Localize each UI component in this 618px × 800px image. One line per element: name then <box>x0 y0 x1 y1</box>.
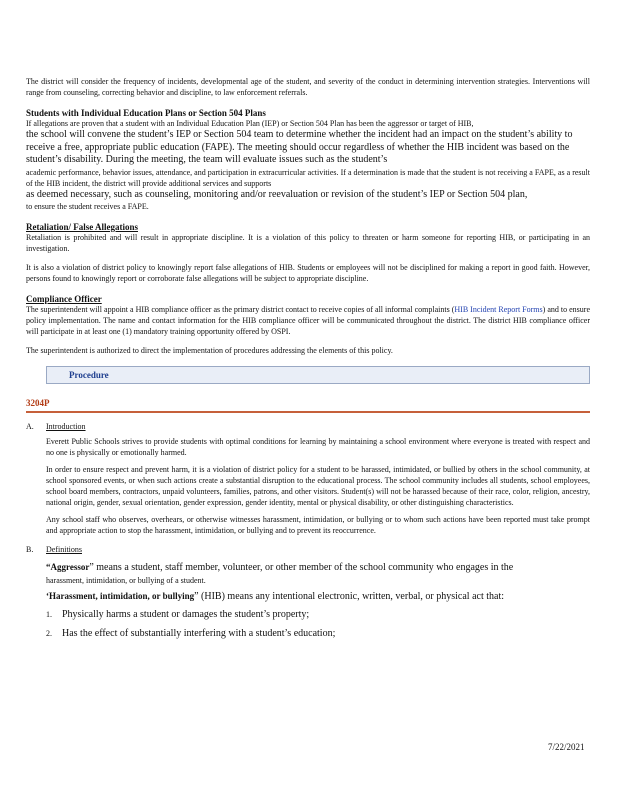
hib-text: ” (HIB) means any intentional electronic, written, verbal, or physical act that: <box>194 590 504 602</box>
footer-date: 7/22/2021 <box>548 742 585 752</box>
item-1-text: Physically harms a student or damages the student’s property; <box>62 609 310 620</box>
aggressor-term: “Aggressor <box>46 562 90 572</box>
procedure-label: Procedure <box>69 370 109 380</box>
compliance-text-b: ) and to ensure policy implementation. The name and contact information for the HIB compliance officer will be communicated throughout the district. The district HIB compliance officer will participate in at least one (1) mandatory training opportunity offered by OSPI. <box>26 305 590 336</box>
section-a-para2: In order to ensure respect and prevent harm, it is a violation of district policy for a student to be harassed, intimidated, or bullied by others in the school community, at school sponsored events, or when such actions create a substantial disruption to the educational process. The school community includes all students, school employees, school board members, contractors, unpaid volunteers, families, patrons, and other visitors. Student(s) will not be harassed because of their race, color, religion, ancestry, national origin, gender, sexual orientation, gender expression, gender identity, mental or physical disability, or other distinguishing characteristics. <box>46 465 590 507</box>
students-504-text-small: academic performance, behavior issues, attendance, and participation in extracurricular activities. If a determination is made that the student is not receiving a FAPE, as a result of the HIB incident, the district will provide additional services and supports <box>26 167 590 188</box>
procedure-code: 3204P <box>26 398 50 408</box>
section-b <box>26 544 590 561</box>
compliance-para1 <box>26 304 590 337</box>
hib-incident-report-forms-link[interactable]: HIB Incident Report Forms <box>454 305 543 314</box>
hib-definition <box>46 590 590 604</box>
compliance-text-a: The superintendent will appoint a HIB compliance officer as the primary district contact to receive copies of all informal complaints ( <box>26 305 455 314</box>
section-a-para3: Any school staff who observes, overhears, or otherwise witnesses harassment, intimidation, or bullying or to whom such actions have been reported must take prompt and appropriate action to stop the harassment, intimidation, or bullying and to prevent its reoccurrence. <box>46 515 590 535</box>
procedure-banner <box>46 366 590 384</box>
students-504-heading: Students with Individual Education Plans or Section 504 Plans <box>26 108 266 118</box>
hib-term: ‘Harassment, intimidation, or bullying <box>46 590 195 601</box>
definition-item-1 <box>46 609 590 622</box>
section-divider <box>26 411 590 413</box>
retaliation-para2: It is also a violation of district policy to knowingly report false allegations of HIB. Students or employees will not be disciplined for making a report in good faith. However, persons found to knowingly report or corroborate false allegations will be subject to appropriate discipline. <box>26 263 590 283</box>
section-a-body <box>46 436 590 536</box>
aggressor-definition <box>46 561 590 575</box>
aggressor-small: harassment, intimidation, or bullying of a student. <box>46 575 206 585</box>
section-a-heading: Introduction <box>46 422 86 431</box>
document-page <box>26 76 590 640</box>
aggressor-text: ” means a student, staff member, volunteer, or other member of the school community who engages in the <box>89 562 514 573</box>
item-2-text: Has the effect of substantially interfering with a student’s education; <box>62 627 336 639</box>
students-504-section <box>26 108 590 212</box>
retaliation-section <box>26 222 590 284</box>
students-504-line1: If allegations are proven that a student with an Individual Education Plan (IEP) or Section 504 Plan has been the aggressor or target of HIB, <box>26 119 474 128</box>
definition-item-2 <box>46 628 590 641</box>
students-504-text2: as deemed necessary, such as counseling, monitoring and/or reevaluation or revision of the student’s IEP or Section 504 plan, <box>26 188 528 200</box>
item-1-number: 1. <box>46 610 52 619</box>
section-b-marker: B. <box>26 545 34 554</box>
retaliation-para1: Retaliation is prohibited and will result in appropriate discipline. It is a violation of this policy to threaten or harm someone for reporting HIB, or participating in an investigation. <box>26 233 590 253</box>
section-b-body <box>46 561 590 603</box>
item-2-number: 2. <box>46 628 52 638</box>
intervention-paragraph: The district will consider the frequency of incidents, developmental age of the student, and severity of the conduct in determining intervention strategies. Interventions will range from counseling, correcting behavior and discipline, to law enforcement referrals. <box>26 77 590 97</box>
section-a <box>26 421 590 436</box>
compliance-heading: Compliance Officer <box>26 294 102 304</box>
compliance-section <box>26 294 590 356</box>
section-b-heading: Definitions <box>46 545 82 554</box>
students-504-text: the school will convene the student’s IEP or Section 504 team to determine whether the incident had an impact on the student’s ability to receive a free, appropriate public education (FAPE). The meeting should occur regardless of whether the HIB incident was based on the student’s disability. During the meeting, the team will evaluate issues such as the student’s <box>26 129 573 165</box>
section-a-para1: Everett Public Schools strives to provide students with optimal conditions for learning by maintaining a school environment where everyone is treated with respect and no one is physically or emotionally harmed. <box>46 437 590 457</box>
students-504-text-small2: to ensure the student receives a FAPE. <box>26 202 149 211</box>
compliance-para2: The superintendent is authorized to direct the implementation of procedures addressing the elements of this policy. <box>26 346 393 355</box>
section-a-marker: A. <box>26 422 34 431</box>
retaliation-heading: Retaliation/ False Allegations <box>26 222 138 232</box>
